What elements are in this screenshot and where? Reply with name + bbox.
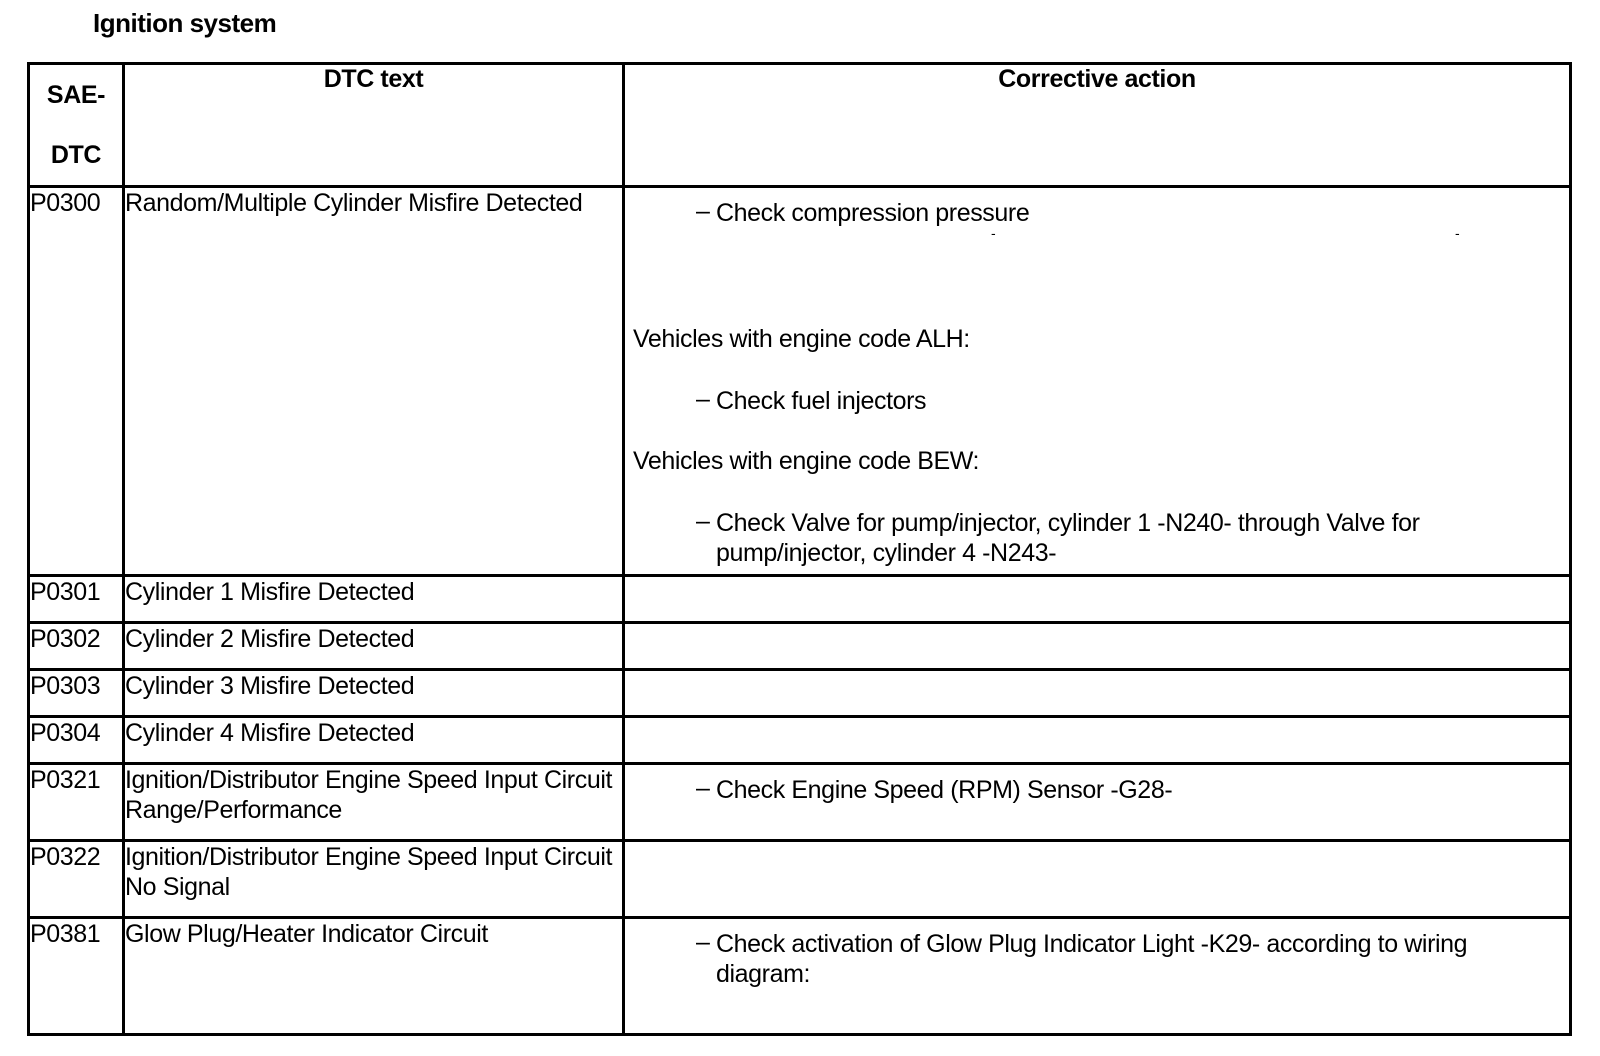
corrective-action-cell <box>624 670 1571 717</box>
corrective-action-cell <box>624 764 1571 841</box>
header-corrective-action: Corrective action <box>624 64 1571 187</box>
action-note: Vehicles with engine code ALH: <box>633 325 970 353</box>
header-sae-line1: SAE- <box>46 81 106 109</box>
dtc-code: P0301 <box>29 576 124 623</box>
header-dtc-text: DTC text <box>124 64 624 187</box>
dash-icon: – <box>696 385 710 413</box>
dtc-description: Glow Plug/Heater Indicator Circuit <box>124 918 624 1035</box>
dtc-table <box>27 62 1572 1036</box>
dtc-code: P0322 <box>29 841 124 918</box>
action-text: Check compression pressure <box>716 199 1030 227</box>
tick-mark-icon: - <box>1455 225 1460 241</box>
table-row <box>29 764 1571 841</box>
corrective-action-cell <box>624 717 1571 764</box>
action-item <box>625 386 1569 416</box>
action-item <box>625 198 1569 228</box>
table-row <box>29 717 1571 764</box>
dtc-description: Cylinder 3 Misfire Detected <box>124 670 624 717</box>
dash-icon: – <box>696 197 710 225</box>
action-item <box>625 775 1569 805</box>
dtc-description: Cylinder 4 Misfire Detected <box>124 717 624 764</box>
dtc-description: Cylinder 2 Misfire Detected <box>124 623 624 670</box>
dtc-code: P0321 <box>29 764 124 841</box>
table-row <box>29 187 1571 576</box>
dash-icon: – <box>696 774 710 802</box>
corrective-action-cell <box>624 841 1571 918</box>
dash-icon: – <box>696 928 710 956</box>
dtc-description: Ignition/Distributor Engine Speed Input Circuit Range/Performance <box>124 764 624 841</box>
header-sae-dtc <box>29 64 124 187</box>
table-row <box>29 841 1571 918</box>
table-row <box>29 576 1571 623</box>
dtc-code: P0302 <box>29 623 124 670</box>
corrective-action-cell <box>624 187 1571 576</box>
dtc-code: P0304 <box>29 717 124 764</box>
action-text: Check Engine Speed (RPM) Sensor -G28- <box>716 776 1173 804</box>
action-text: Check Valve for pump/injector, cylinder 1 -N240- through Valve for pump/injector, cylinder 4 -N243- <box>716 509 1420 567</box>
dtc-description: Cylinder 1 Misfire Detected <box>124 576 624 623</box>
action-item <box>625 508 1569 568</box>
action-note: Vehicles with engine code BEW: <box>633 447 980 475</box>
dtc-code: P0300 <box>29 187 124 576</box>
tick-mark-icon: - <box>991 225 996 241</box>
table-row <box>29 623 1571 670</box>
section-title: Ignition system <box>93 8 277 38</box>
action-text: Check fuel injectors <box>716 387 927 415</box>
dtc-description: Ignition/Distributor Engine Speed Input Circuit No Signal <box>124 841 624 918</box>
table-row <box>29 918 1571 1035</box>
table-row <box>29 670 1571 717</box>
table-header-row <box>29 64 1571 187</box>
action-text: Check activation of Glow Plug Indicator Light -K29- according to wiring diagram: <box>716 930 1468 988</box>
dtc-description: Random/Multiple Cylinder Misfire Detected <box>124 187 624 576</box>
dash-icon: – <box>696 507 710 535</box>
dtc-code: P0303 <box>29 670 124 717</box>
action-item <box>625 929 1569 989</box>
corrective-action-cell <box>624 623 1571 670</box>
header-sae-line2: DTC <box>50 141 102 169</box>
corrective-action-cell <box>624 918 1571 1035</box>
dtc-code: P0381 <box>29 918 124 1035</box>
corrective-action-cell <box>624 576 1571 623</box>
